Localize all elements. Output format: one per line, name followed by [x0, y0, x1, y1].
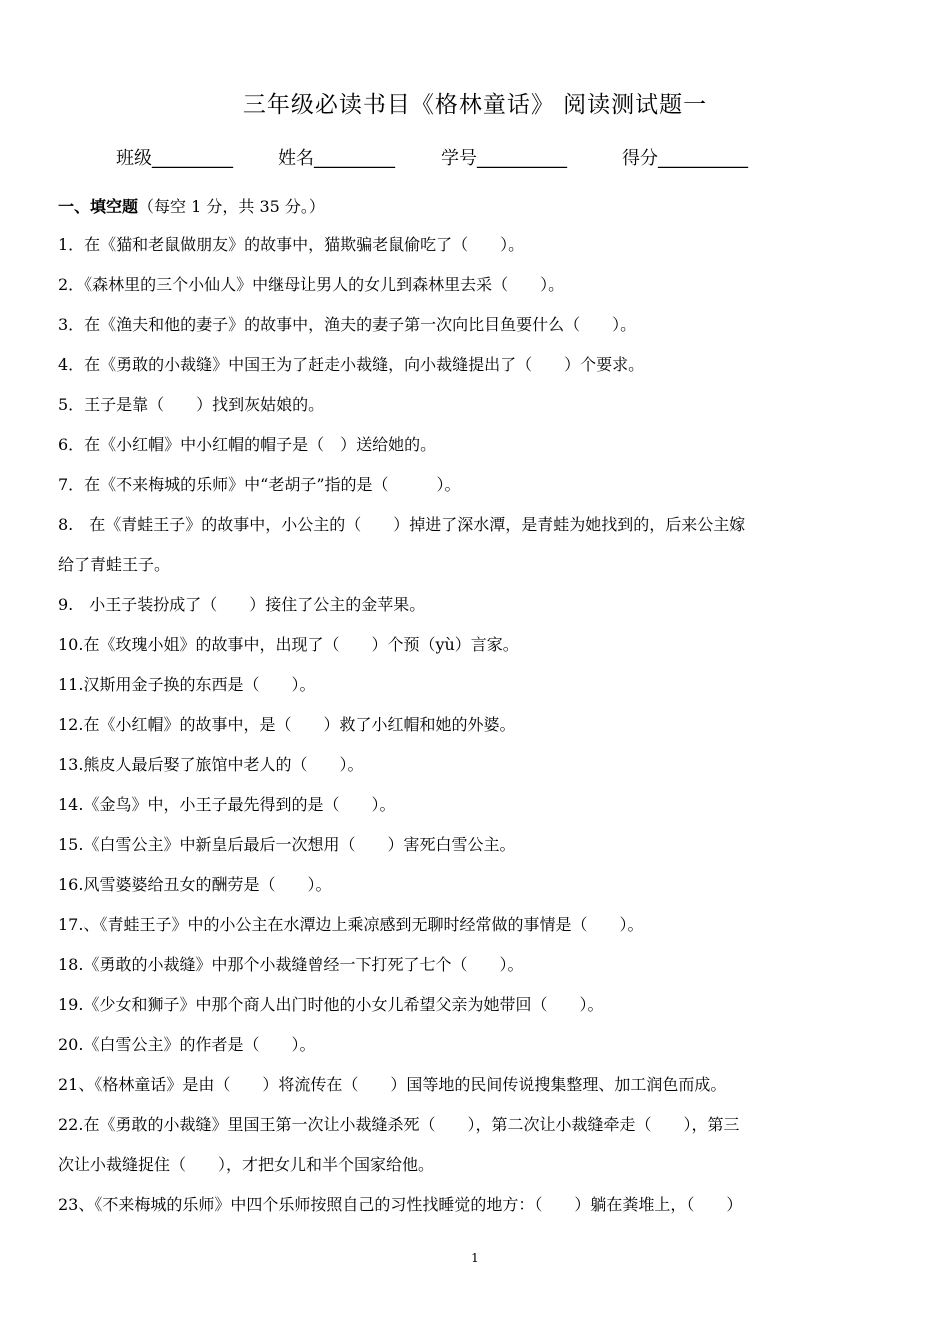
question-line: 4．在《勇敢的小裁缝》中国王为了赶走小裁缝，向小裁缝提出了（ ）个要求。 [58, 355, 645, 374]
question-line: 11.汉斯用金子换的东西是（ ）。 [58, 675, 316, 694]
question-line: 8. 在《青蛙王子》的故事中，小公主的（ ）掉进了深水潭，是青蛙为她找到的，后来公主嫁 [58, 515, 746, 534]
question-line: 20.《白雪公主》的作者是（ ）。 [58, 1035, 316, 1054]
section-heading [58, 194, 325, 217]
name-field: 姓名_________ [278, 148, 395, 169]
section-note: （每空 1 分，共 35 分。） [138, 197, 325, 216]
question-line: 15.《白雪公主》中新皇后最后一次想用（ ）害死白雪公主。 [58, 835, 516, 854]
question-line: 23、《不来梅城的乐师》中四个乐师按照自己的习性找睡觉的地方：（ ）躺在粪堆上，（ ） [58, 1195, 743, 1214]
question-line: 1．在《猫和老鼠做朋友》的故事中，猫欺骗老鼠偷吃了（ ）。 [58, 235, 525, 254]
question-line: 3．在《渔夫和他的妻子》的故事中，渔夫的妻子第一次向比目鱼要什么（ ）。 [58, 315, 637, 334]
section-title: 一、填空题 [58, 197, 139, 216]
question-line: 9. 小王子装扮成了（ ）接住了公主的金苹果。 [58, 595, 426, 614]
page-title: 三年级必读书目《格林童话》 阅读测试题一 [242, 92, 708, 118]
question-line: 14.《金鸟》中，小王子最先得到的是（ ）。 [58, 795, 396, 814]
question-line: 22.在《勇敢的小裁缝》里国王第一次让小裁缝杀死（ ），第二次让小裁缝牵走（ ），第三 [58, 1115, 740, 1134]
question-line: 16.风雪婆婆给丑女的酬劳是（ ）。 [58, 875, 332, 894]
page-number: 1 [471, 1251, 479, 1265]
question-line: 次让小裁缝捉住（ ），才把女儿和半个国家给他。 [58, 1155, 435, 1174]
question-line: 7．在《不来梅城的乐师》中“老胡子”指的是（ ）。 [58, 475, 461, 494]
question-line: 给了青蛙王子。 [58, 555, 171, 574]
student-id-field: 学号__________ [441, 148, 567, 169]
question-line: 19.《少女和狮子》中那个商人出门时他的小女儿希望父亲为她带回（ ）。 [58, 995, 604, 1014]
question-line: 10.在《玫瑰小姐》的故事中，出现了（ ）个预（yù）言家。 [58, 635, 519, 654]
question-line: 21、《格林童话》是由（ ）将流传在（ ）国等地的民间传说搜集整理、加工润色而成。 [58, 1075, 727, 1094]
question-line: 12.在《小红帽》的故事中，是（ ）救了小红帽和她的外婆。 [58, 715, 516, 734]
question-line: 2．《森林里的三个小仙人》中继母让男人的女儿到森林里去采（ ）。 [58, 275, 565, 294]
question-line: 13.熊皮人最后娶了旅馆中老人的（ ）。 [58, 755, 364, 774]
question-line: 17.、《青蛙王子》中的小公主在水潭边上乘凉感到无聊时经常做的事情是（ ）。 [58, 915, 644, 934]
score-field: 得分__________ [622, 148, 748, 169]
question-line: 6．在《小红帽》中小红帽的帽子是（ ）送给她的。 [58, 435, 437, 454]
question-line: 5．王子是靠（ ）找到灰姑娘的。 [58, 395, 325, 414]
question-line: 18.《勇敢的小裁缝》中那个小裁缝曾经一下打死了七个（ ）。 [58, 955, 524, 974]
class-field: 班级_________ [116, 148, 233, 169]
